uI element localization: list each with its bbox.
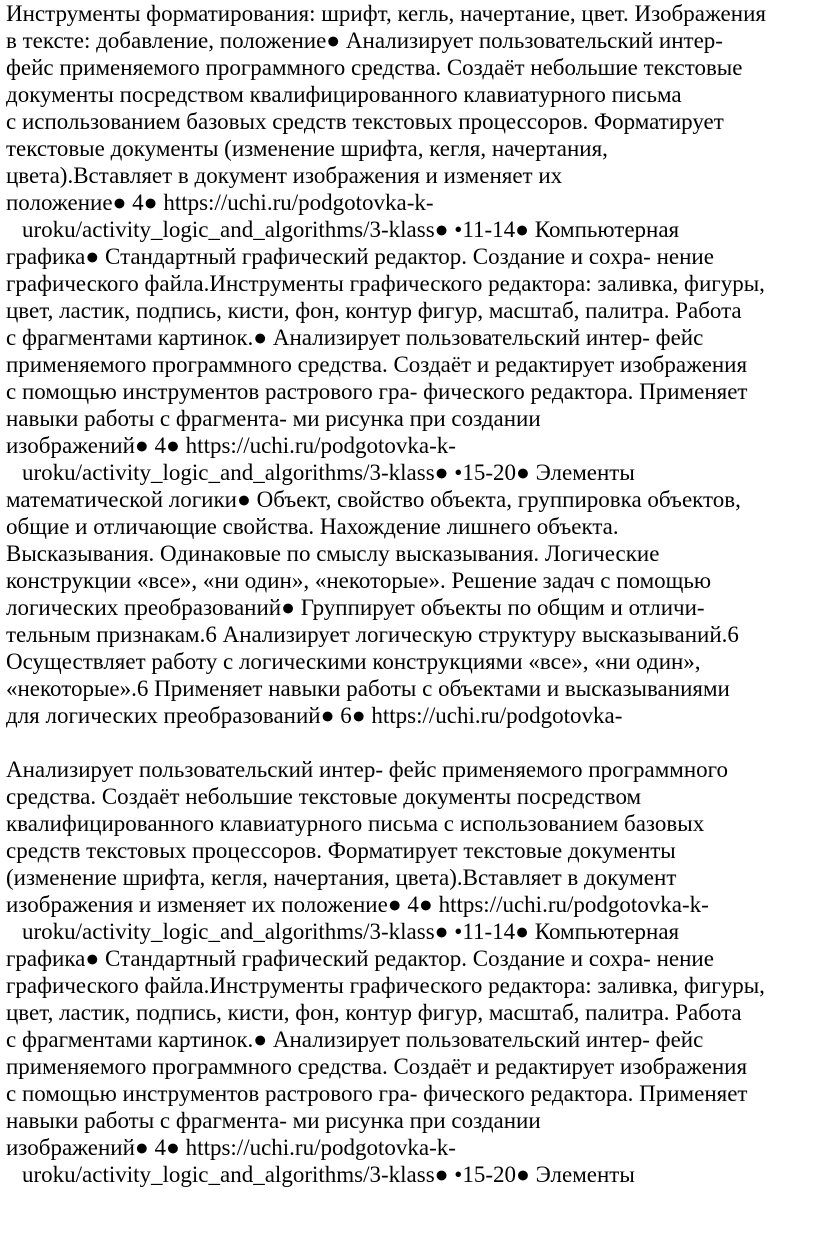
text-line: цвета).Вставляет в документ изображения и изменяет их	[6, 163, 563, 188]
text-line: общие и отличающие свойства. Нахождение лишнего объекта.	[6, 514, 619, 539]
text-line: Инструменты форматирования: шрифт, кегль, начертание, цвет. Изображения	[6, 1, 766, 26]
text-line: навыки работы с фрагмента- ми рисунка при создании	[6, 406, 541, 431]
text-line: Осуществляет работу с логическими конструкциями «все», «ни один»,	[6, 649, 701, 674]
text-line: в тексте: добавление, положение● Анализирует пользовательский интер-	[6, 28, 723, 53]
text-line: «некоторые».6 Применяет навыки работы с объектами и высказываниями	[6, 676, 730, 701]
text-block-1	[6, 0, 816, 729]
text-line: графического файла.Инструменты графического редактора: заливка, фигуры,	[6, 271, 765, 296]
text-line: фейс применяемого программного средства. Создаёт небольшие текстовые	[6, 55, 743, 80]
text-line: цвет, ластик, подпись, кисти, фон, контур фигур, масштаб, палитра. Работа	[6, 298, 742, 323]
text-line: положение● 4● https://uchi.ru/podgotovka-k-	[6, 190, 434, 215]
text-line: документы посредством квалифицированного клавиатурного письма	[6, 82, 682, 107]
text-line: с фрагментами картинок.● Анализирует пользовательский интер- фейс	[6, 325, 704, 350]
text-line: применяемого программного средства. Создаёт и редактирует изображения	[6, 1054, 748, 1079]
text-line: графика● Стандартный графический редактор. Создание и сохра- нение	[6, 244, 714, 269]
text-line: навыки работы с фрагмента- ми рисунка при создании	[6, 1108, 541, 1133]
text-line: (изменение шрифта, кегля, начертания, цвета).Вставляет в документ	[6, 865, 677, 890]
text-line: Анализирует пользовательский интер- фейс применяемого программного	[6, 757, 729, 782]
text-line: с помощью инструментов растрового гра- фического редактора. Применяет	[6, 1081, 748, 1106]
text-line: uroku/activity_logic_and_algorithms/3-klass● •15-20● Элементы	[22, 1162, 635, 1187]
text-line: квалифицированного клавиатурного письма с использованием базовых	[6, 811, 705, 836]
text-line: графического файла.Инструменты графического редактора: заливка, фигуры,	[6, 973, 765, 998]
text-line: цвет, ластик, подпись, кисти, фон, контур фигур, масштаб, палитра. Работа	[6, 1000, 742, 1025]
text-line: для логических преобразований● 6● https://uchi.ru/podgotovka-	[6, 703, 623, 728]
text-line: с помощью инструментов растрового гра- фического редактора. Применяет	[6, 379, 748, 404]
text-line: изображений● 4● https://uchi.ru/podgotovka-k-	[6, 1135, 456, 1160]
text-line: с фрагментами картинок.● Анализирует пользовательский интер- фейс	[6, 1027, 704, 1052]
text-line: графика● Стандартный графический редактор. Создание и сохра- нение	[6, 946, 714, 971]
text-block-2	[6, 756, 816, 1188]
text-line: тельным признакам.6 Анализирует логическую структуру высказываний.6	[6, 622, 739, 647]
text-line: средств текстовых процессоров. Форматирует текстовые документы	[6, 838, 676, 863]
text-line: Высказывания. Одинаковые по смыслу высказывания. Логические	[6, 541, 660, 566]
text-line: применяемого программного средства. Создаёт и редактирует изображения	[6, 352, 748, 377]
paragraph-gap	[6, 729, 816, 756]
text-line: изображений● 4● https://uchi.ru/podgotovka-k-	[6, 433, 456, 458]
text-line: uroku/activity_logic_and_algorithms/3-klass● •11-14● Компьютерная	[22, 919, 680, 944]
text-line: средства. Создаёт небольшие текстовые документы посредством	[6, 784, 642, 809]
text-line: изображения и изменяет их положение● 4● https://uchi.ru/podgotovka-k-	[6, 892, 709, 917]
text-line: uroku/activity_logic_and_algorithms/3-klass● •15-20● Элементы	[22, 460, 635, 485]
text-line: с использованием базовых средств текстовых процессоров. Форматирует	[6, 109, 724, 134]
text-line: текстовые документы (изменение шрифта, кегля, начертания,	[6, 136, 608, 161]
text-line: математической логики● Объект, свойство объекта, группировка объектов,	[6, 487, 741, 512]
text-line: конструкции «все», «ни один», «некоторые». Решение задач с помощью	[6, 568, 712, 593]
text-line: uroku/activity_logic_and_algorithms/3-klass● •11-14● Компьютерная	[22, 217, 680, 242]
text-line: логических преобразований● Группирует объекты по общим и отличи-	[6, 595, 705, 620]
